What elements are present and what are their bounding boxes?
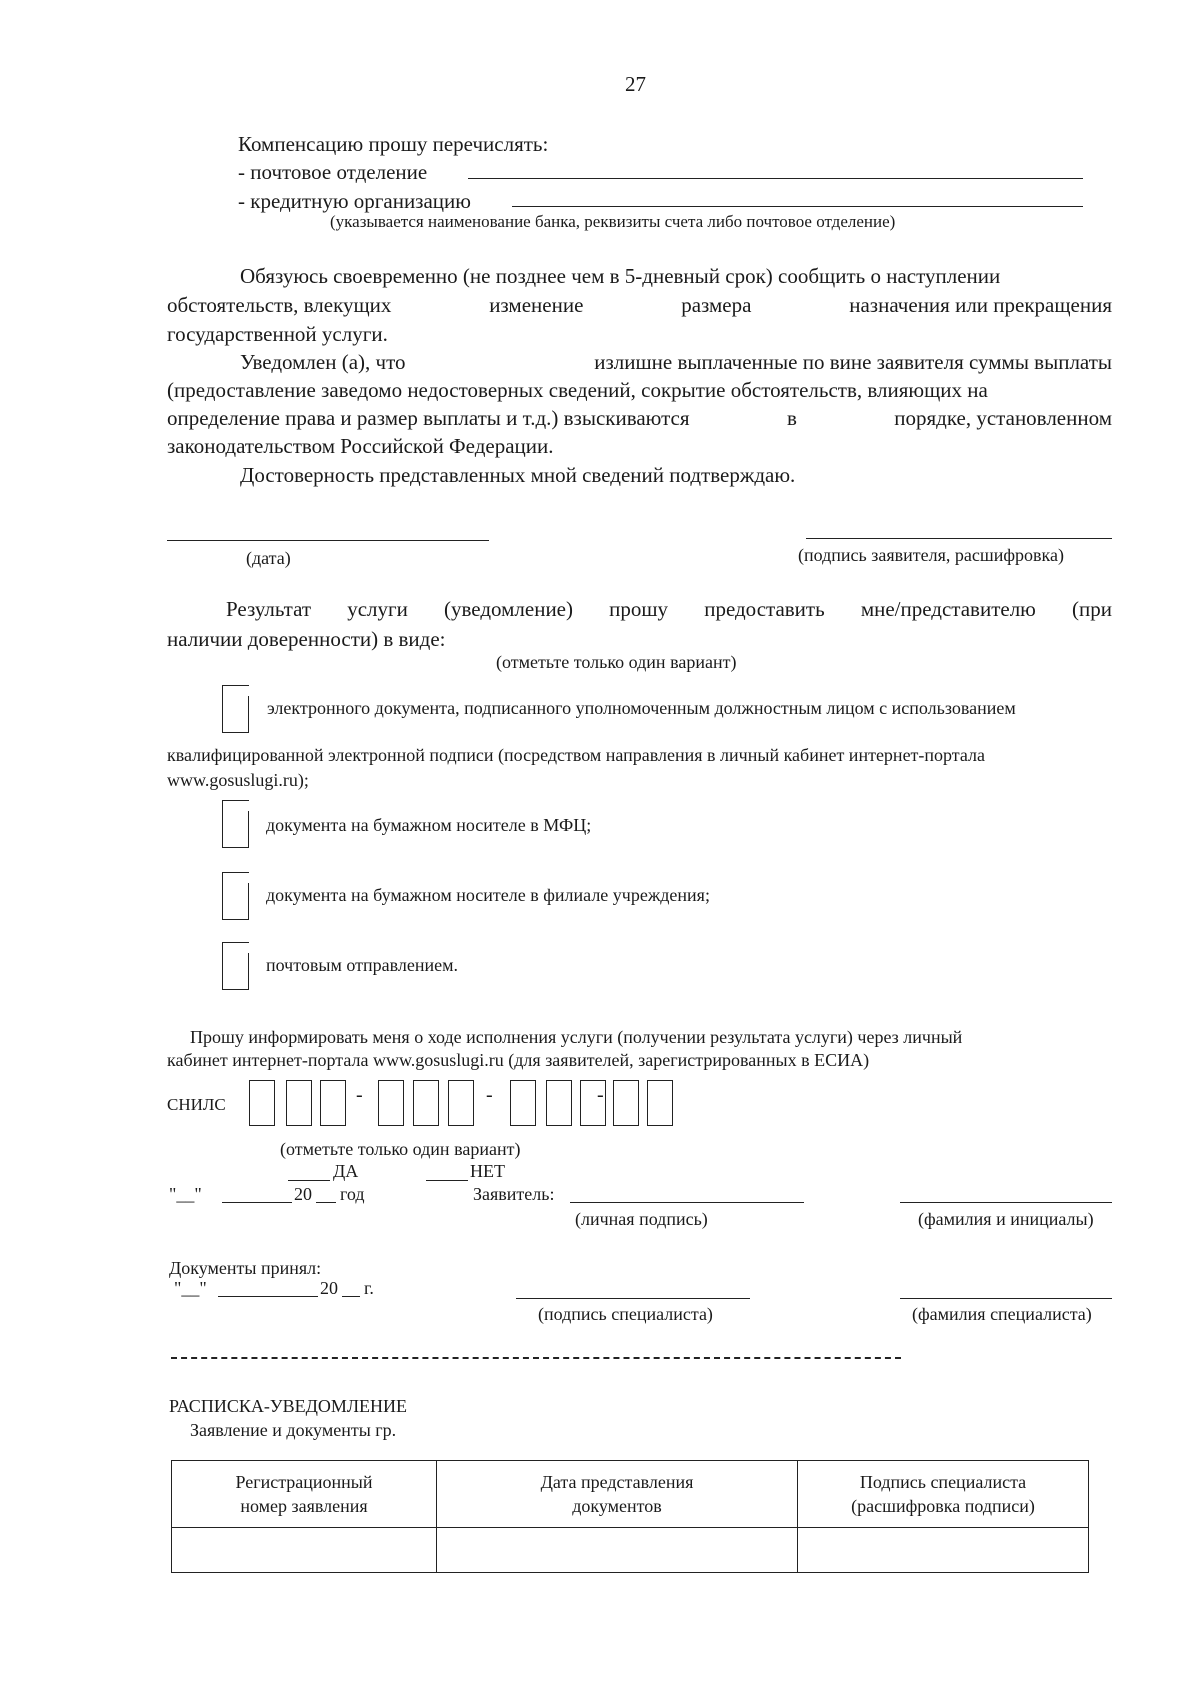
notified-word: Уведомлен (а), что bbox=[240, 350, 406, 374]
column-header-line: Регистрационный bbox=[235, 1472, 373, 1492]
option-post-label: почтовым отправлением. bbox=[266, 955, 458, 975]
snils-digit-cell[interactable] bbox=[249, 1080, 275, 1126]
yes-option: ДА bbox=[333, 1161, 359, 1181]
option-branch-label: документа на бумажном носителе в филиале учреждения; bbox=[266, 885, 710, 905]
obligation-line-1: Обязуюсь своевременно (не позднее чем в 5-дневный срок) сообщить о наступлении bbox=[240, 264, 1001, 288]
personal-signature-caption: (личная подпись) bbox=[575, 1209, 708, 1229]
snils-digit-cell[interactable] bbox=[378, 1080, 404, 1126]
column-header-line: документов bbox=[572, 1496, 662, 1516]
applicant-label: Заявитель: bbox=[473, 1184, 555, 1204]
credit-org-label: - кредитную организацию bbox=[238, 189, 471, 213]
snils-digit-cell[interactable] bbox=[448, 1080, 474, 1126]
inform-line-2: кабинет интернет-портала www.gosuslugi.ru (для заявителей, зарегистрированных в ЕСИА) bbox=[167, 1050, 870, 1070]
notified-line-1 bbox=[240, 350, 1112, 375]
page-number: 27 bbox=[625, 72, 646, 96]
snils-separator: - bbox=[597, 1084, 604, 1106]
option-electronic-label: электронного документа, подписанного уполномоченным должностным лицом с использованием bbox=[267, 698, 1016, 718]
option-electronic-cont-1: квалифицированной электронной подписи (посредством направления в личный кабинет интернет-портала bbox=[167, 745, 986, 765]
snils-separator: - bbox=[356, 1084, 363, 1106]
date-day-quote: "__" bbox=[169, 1184, 202, 1204]
notified-word: излишне выплаченные по вине заявителя суммы выплаты bbox=[594, 350, 1112, 374]
snils-digit-cell[interactable] bbox=[286, 1080, 312, 1126]
accepted-day-quote: "__" bbox=[174, 1278, 207, 1298]
cut-line bbox=[171, 1357, 901, 1359]
obligation-word: назначения или прекращения bbox=[849, 293, 1112, 317]
option-mfc-checkbox[interactable] bbox=[222, 800, 249, 848]
option-electronic-cont-2: www.gosuslugi.ru); bbox=[167, 770, 309, 790]
confirm-statement: Достоверность представленных мной сведений подтверждаю. bbox=[240, 463, 796, 487]
snils-label: СНИЛС bbox=[167, 1095, 226, 1114]
accepted-month-field[interactable] bbox=[218, 1296, 318, 1297]
snils-digit-cell[interactable] bbox=[546, 1080, 572, 1126]
credit-org-field[interactable] bbox=[512, 206, 1083, 207]
no-option: НЕТ bbox=[470, 1161, 505, 1181]
specialist-name-caption: (фамилия специалиста) bbox=[912, 1304, 1092, 1324]
specialist-signature-field[interactable] bbox=[516, 1298, 750, 1299]
inform-line-1: Прошу информировать меня о ходе исполнения услуги (получении результата услуги) через личный bbox=[190, 1027, 963, 1047]
column-header-line: Подпись специалиста bbox=[859, 1472, 1027, 1492]
result-choose-one: (отметьте только один вариант) bbox=[496, 652, 737, 672]
option-post-checkbox[interactable] bbox=[222, 942, 249, 990]
specialist-name-field[interactable] bbox=[900, 1298, 1112, 1299]
snils-digit-cell[interactable] bbox=[413, 1080, 439, 1126]
date-month-field[interactable] bbox=[222, 1202, 292, 1203]
column-header-specialist-signature bbox=[798, 1461, 1089, 1528]
registration-table bbox=[171, 1460, 1089, 1573]
result-word: услуги bbox=[347, 597, 408, 621]
obligation-line-3: государственной услуги. bbox=[167, 322, 388, 346]
notified-word: в bbox=[786, 406, 797, 430]
option-mfc-label: документа на бумажном носителе в МФЦ; bbox=[266, 815, 592, 835]
yes-mark-field[interactable] bbox=[288, 1180, 330, 1181]
specialist-signature-cell[interactable] bbox=[798, 1528, 1089, 1573]
submission-date-cell[interactable] bbox=[437, 1528, 798, 1573]
column-header-line: номер заявления bbox=[240, 1496, 368, 1516]
column-header-line: (расшифровка подписи) bbox=[851, 1496, 1035, 1516]
table-row bbox=[172, 1528, 1089, 1573]
column-header-submission-date bbox=[437, 1461, 798, 1528]
snils-digit-cell[interactable] bbox=[510, 1080, 536, 1126]
applicant-personal-signature-field[interactable] bbox=[570, 1202, 804, 1203]
specialist-signature-caption: (подпись специалиста) bbox=[538, 1304, 713, 1324]
accepted-label: Документы принял: bbox=[169, 1258, 322, 1278]
accepted-year-suffix: г. bbox=[364, 1278, 374, 1298]
result-word: прошу bbox=[609, 597, 669, 621]
obligation-word: размера bbox=[681, 293, 752, 317]
inform-choose-one: (отметьте только один вариант) bbox=[280, 1139, 521, 1159]
registration-number-cell[interactable] bbox=[172, 1528, 437, 1573]
post-office-field[interactable] bbox=[468, 178, 1083, 179]
registration-table-header bbox=[172, 1461, 1089, 1528]
result-word: предоставить bbox=[704, 597, 825, 621]
post-office-label: - почтовое отделение bbox=[238, 160, 428, 184]
snils-digit-cell[interactable] bbox=[613, 1080, 639, 1126]
notified-line-4: законодательством Российской Федерации. bbox=[167, 434, 554, 458]
column-header-registration-number bbox=[172, 1461, 437, 1528]
full-name-caption: (фамилия и инициалы) bbox=[918, 1209, 1094, 1229]
result-line-2: наличии доверенности) в виде: bbox=[167, 627, 446, 651]
accepted-year-prefix: 20 bbox=[320, 1278, 338, 1298]
option-electronic-checkbox[interactable] bbox=[222, 685, 249, 733]
date-caption: (дата) bbox=[246, 548, 291, 568]
accepted-year-field[interactable] bbox=[342, 1296, 360, 1297]
option-branch-checkbox[interactable] bbox=[222, 872, 249, 920]
date-field[interactable] bbox=[167, 540, 489, 541]
applicant-signature-caption: (подпись заявителя, расшифровка) bbox=[798, 545, 1064, 565]
applicant-full-name-field[interactable] bbox=[900, 1202, 1112, 1203]
result-word: Результат bbox=[226, 597, 312, 621]
column-header-line: Дата представления bbox=[540, 1472, 694, 1492]
compensation-heading: Компенсацию прошу перечислять: bbox=[238, 132, 549, 156]
receipt-title: РАСПИСКА-УВЕДОМЛЕНИЕ bbox=[169, 1396, 408, 1416]
result-word: (уведомление) bbox=[444, 597, 573, 621]
receipt-subtitle: Заявление и документы гр. bbox=[190, 1420, 397, 1440]
applicant-signature-field[interactable] bbox=[806, 538, 1112, 539]
snils-digit-cell[interactable] bbox=[320, 1080, 346, 1126]
notified-line-2: (предоставление заведомо недостоверных сведений, сокрытие обстоятельств, влияющих на bbox=[167, 378, 988, 402]
result-line-1 bbox=[226, 597, 1112, 622]
notified-word: определение права и размер выплаты и т.д.) взыскиваются bbox=[167, 406, 690, 430]
date-year-suffix: год bbox=[340, 1184, 365, 1204]
result-word: (при bbox=[1072, 597, 1112, 621]
obligation-line-2 bbox=[167, 293, 1112, 318]
date-year-field[interactable] bbox=[316, 1202, 336, 1203]
date-year-prefix: 20 bbox=[294, 1184, 312, 1204]
notified-word: порядке, установленном bbox=[894, 406, 1112, 430]
obligation-word: изменение bbox=[489, 293, 584, 317]
no-mark-field[interactable] bbox=[426, 1180, 468, 1181]
notified-line-3 bbox=[167, 406, 1112, 431]
snils-separator: - bbox=[486, 1084, 493, 1106]
result-word: мне/представителю bbox=[860, 597, 1036, 621]
snils-digit-cell[interactable] bbox=[647, 1080, 673, 1126]
compensation-hint: (указывается наименование банка, реквизиты счета либо почтовое отделение) bbox=[330, 212, 896, 231]
obligation-word: обстоятельств, влекущих bbox=[167, 293, 392, 317]
